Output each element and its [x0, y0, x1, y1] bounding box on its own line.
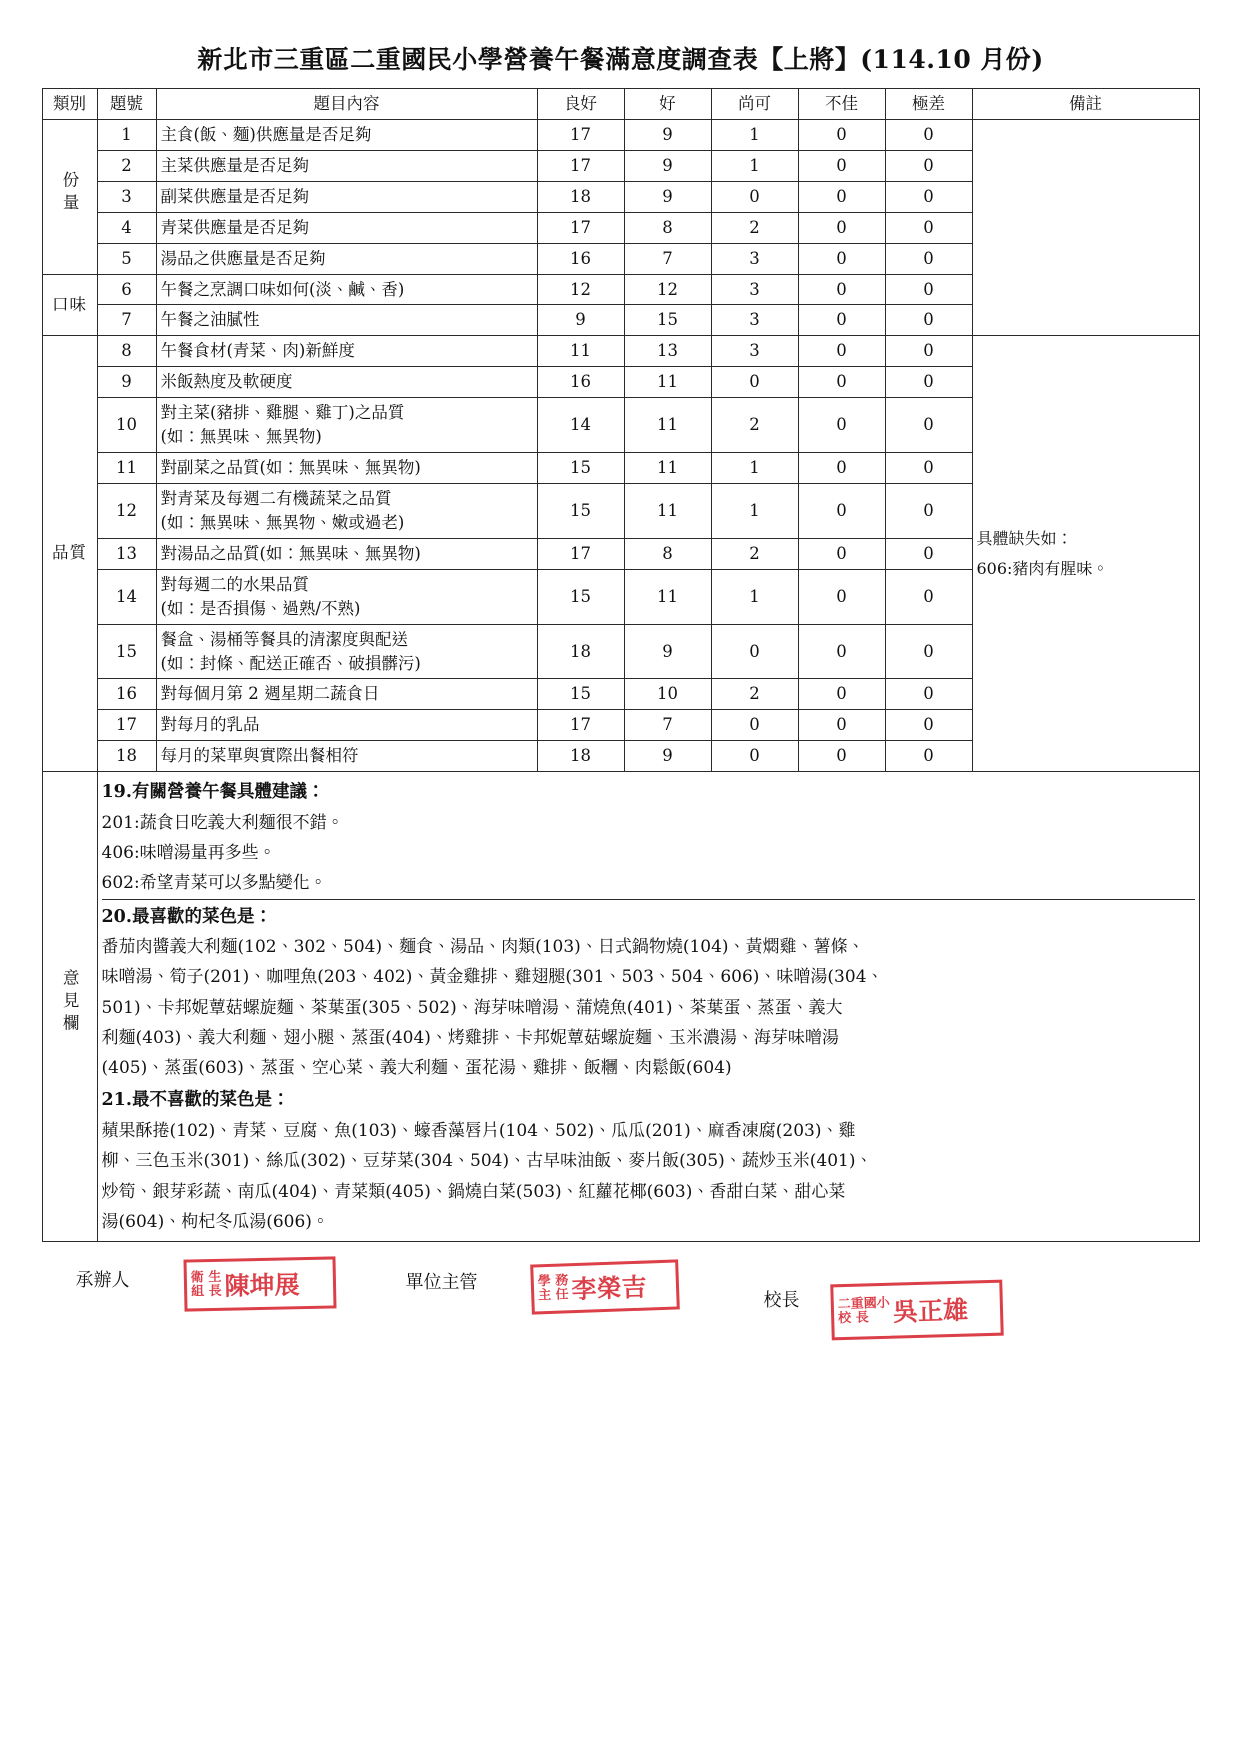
score-excellent: 16	[537, 367, 624, 398]
principal-label: 校長	[763, 1290, 800, 1312]
row-item-line2: (如：封條、配送正確否、破損髒污)	[160, 653, 421, 673]
score-excellent: 17	[537, 538, 624, 569]
score-poor: 0	[798, 150, 885, 181]
row-item: 青菜供應量是否足夠	[156, 212, 537, 243]
score-very-poor: 0	[885, 305, 972, 336]
section-19-line-1: 201:蔬食日吃義大利麵很不錯。	[101, 812, 344, 833]
category-quality	[42, 336, 97, 772]
row-number: 1	[97, 119, 156, 150]
row-number: 5	[97, 243, 156, 274]
score-good: 11	[624, 367, 711, 398]
row-number: 6	[97, 274, 156, 305]
score-good: 12	[624, 274, 711, 305]
remark-line-2: 606:豬肉有腥味。	[976, 558, 1109, 578]
score-good: 11	[624, 569, 711, 624]
opinion-section-20	[102, 902, 1195, 1084]
signature-row	[76, 1256, 1166, 1406]
score-fair: 2	[711, 212, 798, 243]
score-very-poor: 0	[885, 398, 972, 453]
remark-cell-empty-top	[972, 119, 1199, 335]
officer-label: 承辦人	[75, 1270, 130, 1292]
score-very-poor: 0	[885, 150, 972, 181]
score-poor: 0	[798, 212, 885, 243]
row-number: 9	[97, 367, 156, 398]
score-good: 9	[624, 741, 711, 772]
score-excellent: 12	[537, 274, 624, 305]
row-item-line1: 對青菜及每週二有機蔬菜之品質	[160, 488, 392, 508]
section-20-line-3: 501)、卡邦妮蕈菇螺旋麵、茶葉蛋(305、502)、海芽味噌湯、蒲燒魚(401)、茶葉蛋、蒸蛋、義大	[101, 997, 843, 1018]
section-21-line-4: 湯(604)、枸杞冬瓜湯(606)。	[101, 1211, 329, 1232]
score-very-poor: 0	[885, 181, 972, 212]
score-very-poor: 0	[885, 741, 972, 772]
opinion-section-19	[102, 777, 1195, 899]
officer-stamp-title	[190, 1271, 221, 1300]
score-good: 9	[624, 119, 711, 150]
score-excellent: 15	[537, 453, 624, 484]
score-excellent: 11	[537, 336, 624, 367]
row-number: 11	[97, 453, 156, 484]
row-item: 對湯品之品質(如：無異味、無異物)	[156, 538, 537, 569]
row-number: 16	[97, 679, 156, 710]
row-item	[156, 624, 537, 679]
row-item	[156, 398, 537, 453]
row-number: 2	[97, 150, 156, 181]
score-good: 8	[624, 212, 711, 243]
score-fair: 3	[711, 336, 798, 367]
category-portion-label: 份量	[60, 170, 80, 216]
header-good: 好	[624, 89, 711, 120]
score-good: 11	[624, 398, 711, 453]
opinion-section-21	[102, 1085, 1195, 1237]
row-item-line1: 餐盒、湯桶等餐具的清潔度與配送	[160, 629, 408, 649]
score-poor: 0	[798, 483, 885, 538]
row-number: 7	[97, 305, 156, 336]
score-very-poor: 0	[885, 119, 972, 150]
supervisor-stamp-title-line2: 主 任	[537, 1287, 569, 1304]
score-excellent: 18	[537, 181, 624, 212]
score-good: 10	[624, 679, 711, 710]
score-fair: 3	[711, 305, 798, 336]
row-number: 3	[97, 181, 156, 212]
score-fair: 0	[711, 710, 798, 741]
row-item: 午餐之油膩性	[156, 305, 537, 336]
score-very-poor: 0	[885, 212, 972, 243]
score-good: 9	[624, 150, 711, 181]
score-good: 7	[624, 710, 711, 741]
score-poor: 0	[798, 679, 885, 710]
score-very-poor: 0	[885, 569, 972, 624]
score-very-poor: 0	[885, 679, 972, 710]
category-quality-label: 品質	[52, 543, 87, 563]
score-poor: 0	[798, 305, 885, 336]
score-fair: 0	[711, 741, 798, 772]
row-item: 副菜供應量是否足夠	[156, 181, 537, 212]
row-number: 8	[97, 336, 156, 367]
score-good: 13	[624, 336, 711, 367]
category-taste-label: 口味	[52, 294, 87, 314]
score-very-poor: 0	[885, 274, 972, 305]
header-number: 題號	[97, 89, 156, 120]
officer-stamp-title-line2: 組 長	[190, 1283, 222, 1300]
row-number: 4	[97, 212, 156, 243]
row-item-line2: (如：無異味、無異物)	[160, 427, 322, 447]
score-poor: 0	[798, 274, 885, 305]
row-item: 對每個月第 2 週星期二蔬食日	[156, 679, 537, 710]
header-category: 類別	[42, 89, 97, 120]
section-19-heading: 19.有關營養午餐具體建議：	[101, 782, 325, 803]
principal-stamp	[830, 1280, 1003, 1341]
table-row	[42, 336, 1199, 367]
supervisor-stamp-title	[537, 1274, 568, 1303]
section-20-line-5: (405)、蒸蛋(603)、蒸蛋、空心菜、義大利麵、蛋花湯、雞排、飯糰、肉鬆飯(604)	[101, 1058, 732, 1079]
category-portion	[42, 119, 97, 274]
category-opinion-label: 意見欄	[60, 969, 80, 1037]
section-19-line-3: 602:希望青菜可以多點變化。	[101, 873, 327, 894]
score-fair: 2	[711, 538, 798, 569]
score-poor: 0	[798, 181, 885, 212]
score-good: 9	[624, 181, 711, 212]
row-item-line1: 對每週二的水果品質	[160, 574, 309, 594]
remark-line-1: 具體缺失如：	[976, 529, 1073, 549]
score-excellent: 18	[537, 741, 624, 772]
section-20-heading: 20.最喜歡的菜色是：	[101, 906, 272, 927]
row-item: 湯品之供應量是否足夠	[156, 243, 537, 274]
score-poor: 0	[798, 336, 885, 367]
score-poor: 0	[798, 119, 885, 150]
score-very-poor: 0	[885, 453, 972, 484]
score-poor: 0	[798, 243, 885, 274]
row-item: 主食(飯、麵)供應量是否足夠	[156, 119, 537, 150]
page-title: 新北市三重區二重國民小學營養午餐滿意度調查表【上將】(114.10 月份)	[197, 45, 1044, 74]
opinion-section-row	[42, 772, 1199, 1242]
row-item: 對每月的乳品	[156, 710, 537, 741]
table-header	[42, 89, 1199, 120]
row-item: 每月的菜單與實際出餐相符	[156, 741, 537, 772]
principal-stamp-title-line1: 二重國小	[837, 1295, 890, 1313]
officer-stamp	[183, 1256, 336, 1311]
row-number: 13	[97, 538, 156, 569]
score-excellent: 14	[537, 398, 624, 453]
score-excellent: 17	[537, 150, 624, 181]
header-fair: 尚可	[711, 89, 798, 120]
score-poor: 0	[798, 538, 885, 569]
row-number: 18	[97, 741, 156, 772]
supervisor-stamp	[530, 1260, 680, 1315]
table-row	[42, 119, 1199, 150]
score-excellent: 17	[537, 710, 624, 741]
section-20-line-2: 味噌湯、筍子(201)、咖哩魚(203、402)、黃金雞排、雞翅腿(301、503、504、606)、味噌湯(304、	[101, 967, 884, 988]
score-fair: 1	[711, 150, 798, 181]
score-fair: 0	[711, 624, 798, 679]
section-21-heading: 21.最不喜歡的菜色是：	[101, 1090, 290, 1111]
header-very-poor: 極差	[885, 89, 972, 120]
table-body	[42, 119, 1199, 1241]
score-excellent: 15	[537, 679, 624, 710]
row-item: 對副菜之品質(如：無異味、無異物)	[156, 453, 537, 484]
section-20-line-4: 利麵(403)、義大利麵、翅小腿、蒸蛋(404)、烤雞排、卡邦妮蕈菇螺旋麵、玉米濃湯、海芽味噌湯	[101, 1027, 839, 1048]
row-item	[156, 483, 537, 538]
score-very-poor: 0	[885, 538, 972, 569]
score-good: 7	[624, 243, 711, 274]
score-very-poor: 0	[885, 710, 972, 741]
remark-cell	[972, 336, 1199, 772]
score-fair: 0	[711, 181, 798, 212]
section-21-line-3: 炒筍、銀芽彩蔬、南瓜(404)、青菜類(405)、鍋燒白菜(503)、紅蘿花椰(603)、香甜白菜、甜心菜	[101, 1181, 846, 1202]
score-very-poor: 0	[885, 483, 972, 538]
header-item: 題目內容	[156, 89, 537, 120]
officer-stamp-name: 陳坤展	[223, 1270, 300, 1301]
score-very-poor: 0	[885, 367, 972, 398]
score-good: 15	[624, 305, 711, 336]
row-item	[156, 569, 537, 624]
row-item: 主菜供應量是否足夠	[156, 150, 537, 181]
score-fair: 3	[711, 274, 798, 305]
score-fair: 1	[711, 453, 798, 484]
score-fair: 0	[711, 367, 798, 398]
row-item-line2: (如：是否損傷、過熟/不熟)	[160, 598, 361, 618]
row-item-line1: 對主菜(豬排、雞腿、雞丁)之品質	[160, 403, 405, 423]
header-excellent: 良好	[537, 89, 624, 120]
survey-table	[42, 88, 1200, 1242]
score-excellent: 9	[537, 305, 624, 336]
score-fair: 1	[711, 569, 798, 624]
score-good: 8	[624, 538, 711, 569]
officer-stamp-title-line1: 衛 生	[190, 1269, 222, 1286]
score-fair: 3	[711, 243, 798, 274]
score-excellent: 18	[537, 624, 624, 679]
score-fair: 2	[711, 398, 798, 453]
score-poor: 0	[798, 624, 885, 679]
score-excellent: 17	[537, 212, 624, 243]
row-item: 午餐食材(青菜、肉)新鮮度	[156, 336, 537, 367]
score-very-poor: 0	[885, 624, 972, 679]
row-item-line2: (如：無異味、無異物、嫩或過老)	[160, 512, 405, 532]
score-excellent: 15	[537, 483, 624, 538]
score-poor: 0	[798, 569, 885, 624]
score-fair: 1	[711, 119, 798, 150]
principal-stamp-name: 吳正雄	[892, 1295, 968, 1327]
row-number: 12	[97, 483, 156, 538]
score-very-poor: 0	[885, 243, 972, 274]
score-excellent: 16	[537, 243, 624, 274]
opinion-content	[97, 772, 1199, 1242]
score-fair: 2	[711, 679, 798, 710]
principal-stamp-title	[837, 1297, 890, 1327]
section-20-line-1: 番茄肉醬義大利麵(102、302、504)、麵食、湯品、肉類(103)、日式鍋物燒(104)、黃燜雞、薯條、	[101, 937, 865, 958]
score-fair: 1	[711, 483, 798, 538]
supervisor-stamp-title-line1: 學 務	[537, 1273, 569, 1290]
section-19-line-2: 406:味噌湯量再多些。	[101, 843, 276, 864]
row-number: 14	[97, 569, 156, 624]
table-header-row	[42, 89, 1199, 120]
category-taste	[42, 274, 97, 336]
supervisor-stamp-name: 李榮吉	[570, 1272, 647, 1305]
score-poor: 0	[798, 710, 885, 741]
score-good: 9	[624, 624, 711, 679]
score-excellent: 15	[537, 569, 624, 624]
row-number: 17	[97, 710, 156, 741]
supervisor-label: 單位主管	[405, 1272, 478, 1294]
score-poor: 0	[798, 741, 885, 772]
category-opinion	[42, 772, 97, 1242]
principal-stamp-title-line2: 校 長	[837, 1310, 869, 1327]
row-item: 米飯熱度及軟硬度	[156, 367, 537, 398]
score-good: 11	[624, 453, 711, 484]
row-number: 10	[97, 398, 156, 453]
section-21-line-1: 蘋果酥捲(102)、青菜、豆腐、魚(103)、蠔香藻唇片(104、502)、瓜瓜(201)、麻香凍腐(203)、雞	[101, 1121, 856, 1142]
score-good: 11	[624, 483, 711, 538]
score-excellent: 17	[537, 119, 624, 150]
header-poor: 不佳	[798, 89, 885, 120]
score-poor: 0	[798, 398, 885, 453]
score-poor: 0	[798, 367, 885, 398]
row-number: 15	[97, 624, 156, 679]
score-very-poor: 0	[885, 336, 972, 367]
section-21-line-2: 柳、三色玉米(301)、絲瓜(302)、豆芽菜(304、504)、古早味油飯、麥片飯(305)、蔬炒玉米(401)、	[101, 1151, 873, 1172]
row-item: 午餐之烹調口味如何(淡、鹹、香)	[156, 274, 537, 305]
header-remark: 備註	[972, 89, 1199, 120]
score-poor: 0	[798, 453, 885, 484]
